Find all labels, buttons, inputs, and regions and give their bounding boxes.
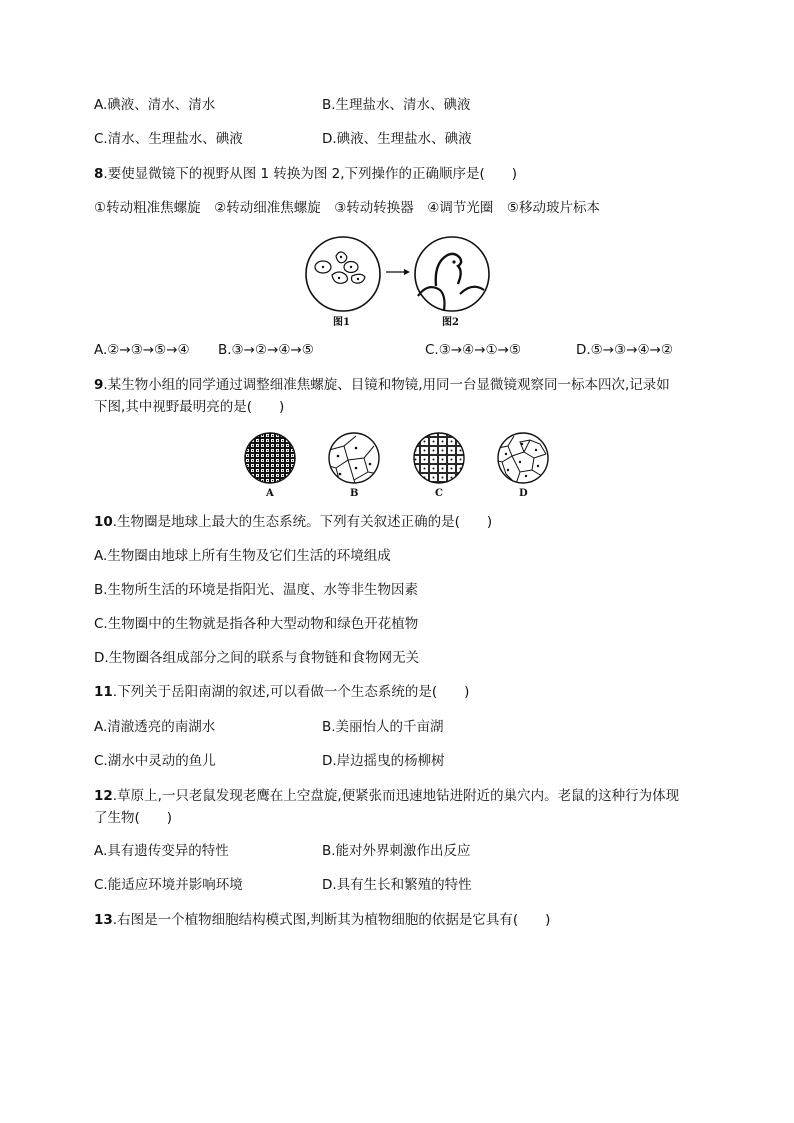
q9-label-d: D xyxy=(519,488,528,499)
arrow-icon xyxy=(386,269,410,275)
q7-option-c: C.清水、生理盐水、碘液 xyxy=(94,131,243,147)
q11-number: 11 xyxy=(94,684,113,700)
q7-option-d: D.碘液、生理盐水、碘液 xyxy=(322,131,472,147)
fig2-label: 图2 xyxy=(442,317,459,328)
q12-option-c: C.能适应环境并影响环境 xyxy=(94,877,243,893)
microscope-view-c xyxy=(414,433,464,483)
q10-option-a: A.生物圈由地球上所有生物及它们生活的环境组成 xyxy=(94,548,391,564)
q8-option-b: B.③→②→④→⑤ xyxy=(218,342,314,358)
q7-option-b: B.生理盐水、清水、碘液 xyxy=(322,97,471,113)
q10-option-b: B.生物所生活的环境是指阳光、温度、水等非生物因素 xyxy=(94,582,419,598)
q9-label-b: B xyxy=(350,488,359,499)
q13-number: 13 xyxy=(94,912,113,928)
q9-label-c: C xyxy=(435,488,443,499)
q8-option-a: A.②→③→⑤→④ xyxy=(94,342,190,358)
q10-stem-line xyxy=(94,513,492,531)
q9-stem-line1 xyxy=(94,376,670,394)
q8-stem: .要使显微镜下的视野从图 1 转换为图 2,下列操作的正确顺序是( ) xyxy=(103,166,518,182)
q11-stem-line xyxy=(94,683,469,701)
microscope-view-a xyxy=(245,433,295,483)
q12-option-a: A.具有遗传变异的特性 xyxy=(94,843,229,859)
q8-figure xyxy=(300,232,500,332)
microscope-field-fig2 xyxy=(415,237,489,311)
q8-option-c: C.③→④→①→⑤ xyxy=(425,342,522,358)
q10-option-c: C.生物圈中的生物就是指各种大型动物和绿色开花植物 xyxy=(94,616,419,632)
q8-steps: ①转动粗准焦螺旋 ②转动细准焦螺旋 ③转动转换器 ④调节光圈 ⑤移动玻片标本 xyxy=(94,200,601,216)
q9-figure xyxy=(240,428,555,500)
q10-stem: .生物圈是地球上最大的生态系统。下列有关叙述正确的是( ) xyxy=(112,514,493,530)
q11-option-b: B.美丽怡人的千亩湖 xyxy=(322,719,444,735)
q12-option-d: D.具有生长和繁殖的特性 xyxy=(322,877,472,893)
q7-option-a: A.碘液、清水、清水 xyxy=(94,97,216,113)
q11-option-c: C.湖水中灵动的鱼儿 xyxy=(94,753,216,769)
q8-option-d: D.⑤→③→④→② xyxy=(576,342,674,358)
q12-stem-line2: 了生物( ) xyxy=(94,810,173,826)
q9-stem-line2: 下图,其中视野最明亮的是( ) xyxy=(94,399,285,415)
q12-number: 12 xyxy=(94,788,113,804)
q10-option-d: D.生物圈各组成部分之间的联系与食物链和食物网无关 xyxy=(94,650,420,666)
q9-number: 9 xyxy=(94,377,104,393)
q9-stem1: .某生物小组的同学通过调整细准焦螺旋、目镜和物镜,用同一台显微镜观察同一标本四次,记录如 xyxy=(103,377,670,393)
q11-option-d: D.岸边摇曳的杨柳树 xyxy=(322,753,445,769)
q10-number: 10 xyxy=(94,514,113,530)
q12-stem1: .草原上,一只老鼠发现老鹰在上空盘旋,便紧张而迅速地钻进附近的巢穴内。老鼠的这种行为体现 xyxy=(112,788,680,804)
microscope-field-fig1 xyxy=(306,237,380,311)
q12-stem-line1 xyxy=(94,787,679,805)
q13-stem-line xyxy=(94,911,550,929)
q9-label-a: A xyxy=(266,488,274,499)
q8-stem-line xyxy=(94,165,517,183)
q11-option-a: A.清澈透亮的南湖水 xyxy=(94,719,216,735)
q13-stem: .右图是一个植物细胞结构模式图,判断其为植物细胞的依据是它具有( ) xyxy=(112,912,551,928)
q12-option-b: B.能对外界刺激作出反应 xyxy=(322,843,471,859)
fig1-label: 图1 xyxy=(333,317,350,328)
q8-number: 8 xyxy=(94,166,104,182)
q11-stem: .下列关于岳阳南湖的叙述,可以看做一个生态系统的是( ) xyxy=(112,684,470,700)
